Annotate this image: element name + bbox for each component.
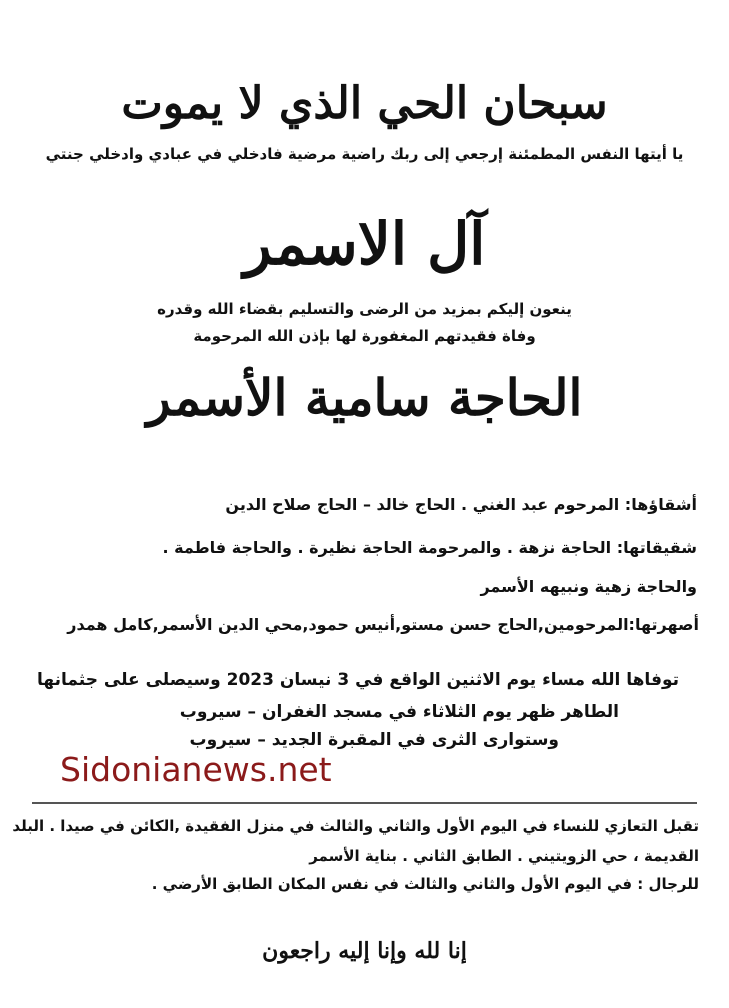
quran-verse: يا أيتها النفس المطمئنة إرجعي إلى ربك راضية مرضية فادخلي في عبادي وادخلي جنتي [45,145,684,163]
condolences-line-3: للرجال : في اليوم الأول والثاني والثالث في نفس المكان الطابق الأرضي . [151,875,699,893]
closing-phrase: إنا لله وإنا إليه راجعون [262,938,467,964]
sisters-line-1: شقيقاتها: الحاجة نزهة . والمرحومة الحاجة نظيرة . والحاجة فاطمة . [162,538,697,557]
announcement-line-2: وفاة فقيدتهم المغفورة لها بإذن الله المرحومة [193,327,536,345]
condolences-line-2: القديمة ، حي الزويتيني . الطابق الثاني . بناية الأسمر [309,847,699,865]
site-watermark: Sidonianews.net [60,750,332,789]
announcement-line-1: ينعون إليكم بمزيد من الرضى والتسليم بقضاء الله وقدره [157,300,572,318]
in-laws-line: أصهرتها:المرحومين,الحاج حسن مستو,أنيس حمود,محي الدين الأسمر,كامل همدر [67,615,699,634]
divider [32,802,697,804]
condolences-line-1: تقبل التعازي للنساء في اليوم الأول والثاني والثالث في منزل الفقيدة ,الكائن في صيدا . البلد [12,817,699,835]
family-name: آل الاسمر [243,210,486,278]
deceased-name: الحاجة سامية الأسمر [146,368,583,427]
header-phrase: سبحان الحي الذي لا يموت [121,78,608,129]
brothers-line: أشقاؤها: المرحوم عبد الغني . الحاج خالد – الحاج صلاح الدين [225,495,697,514]
death-notice-line-3: وستوارى الثرى في المقبرة الجديد – سيروب [189,730,559,750]
death-notice-line-1: توفاها الله مساء يوم الاثنين الواقع في 3 نيسان 2023 وسيصلى على جثمانها [37,670,679,690]
sisters-line-2: والحاجة زهية ونبيهه الأسمر [480,577,697,596]
death-notice-line-2: الطاهر ظهر يوم الثلاثاء في مسجد الغفران – سيروب [179,702,619,722]
